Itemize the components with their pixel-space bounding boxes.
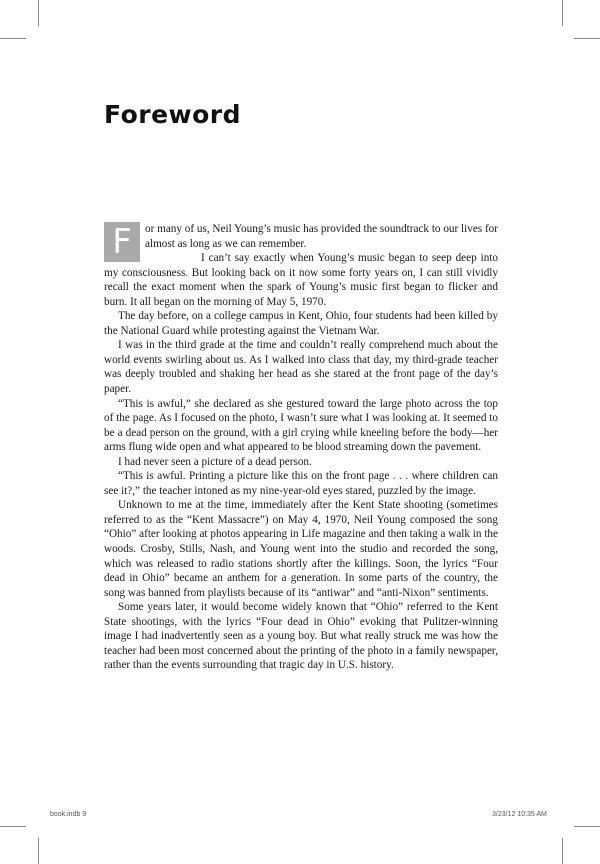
paragraph: The day before, on a college campus in Kent, Ohio, four students had been killed by the National Guard while protesting against the Vietnam War. — [104, 310, 498, 337]
crop-mark — [562, 0, 563, 26]
paragraph: I was in the third grade at the time and couldn’t really comprehend much about the world events swirling about us. As I walked into class that day, my third-grade teacher was deeply troubled and shaking her head as she stared at the front page of the day’s paper. — [104, 339, 498, 396]
crop-mark — [574, 38, 600, 39]
crop-mark — [562, 838, 563, 864]
crop-mark — [38, 838, 39, 864]
crop-mark — [0, 826, 26, 827]
drop-cap: F — [104, 222, 140, 262]
paragraph: Unknown to me at the time, immediately after the Kent State shooting (sometimes referred to as the “Kent Massacre”) on May 4, 1970, Neil Young composed the song “Ohio” after looking at photos appearing in Life magazine and then taking a walk in the woods. Crosby, Stills, Nash, and Young went into the studio and recorded the song, which was released to radio stations shortly after the killings. Soon, the lyrics “Four dead in Ohio” became an anthem for a generation. In some parts of the country, the song was banned from playlists because of its “antiwar” and “anti-Nixon” sentiments. — [104, 499, 498, 599]
paragraph: Some years later, it would become widely known that “Ohio” referred to the Kent State shootings, with the lyrics “Four dead in Ohio” evoking that Pulitzer-winning image I had inadvertently seen as a young boy. But what really struck me was how the teacher had been most concerned about the printing of the photo in a family newspaper, rather than the events surrounding that tragic day in U.S. history. — [104, 601, 498, 672]
print-slug-timestamp: 3/23/12 10:35 AM — [492, 811, 547, 818]
print-slug-file: book.indb 9 — [50, 811, 87, 818]
paragraph: “This is awful. Printing a picture like this on the front page . . . where children can see it?,” the teacher intoned as my nine-year-old eyes stared, puzzled by the image. — [104, 470, 498, 497]
paragraph: “This is awful,” she declared as she gestured toward the large photo across the top of the page. As I focused on the photo, I wasn’t sure what I was looking at. It seemed to be a dead person on the ground, with a girl crying while kneeling before the body—her arms flung wide open and what appeared to be blood streaming down the pavement. — [104, 397, 498, 454]
paragraph: I had never seen a picture of a dead person. — [118, 455, 312, 468]
paragraph — [104, 222, 498, 262]
page-title: Foreword — [104, 100, 242, 129]
crop-mark — [0, 38, 26, 39]
paragraph: I can’t say exactly when Young’s music began to seep deep into my consciousness. But looking back on it now some forty years on, I can still vividly recall the exact moment when the spark of Young’s music first began to flicker and burn. It all began on the morning of May 5, 1970. — [104, 252, 498, 308]
body-text — [104, 222, 498, 673]
crop-mark — [38, 0, 39, 26]
paragraph-text: or many of us, Neil Young’s music has provided the soundtrack to our lives for almost as long as we can remember. — [145, 223, 498, 250]
crop-mark — [574, 826, 600, 827]
